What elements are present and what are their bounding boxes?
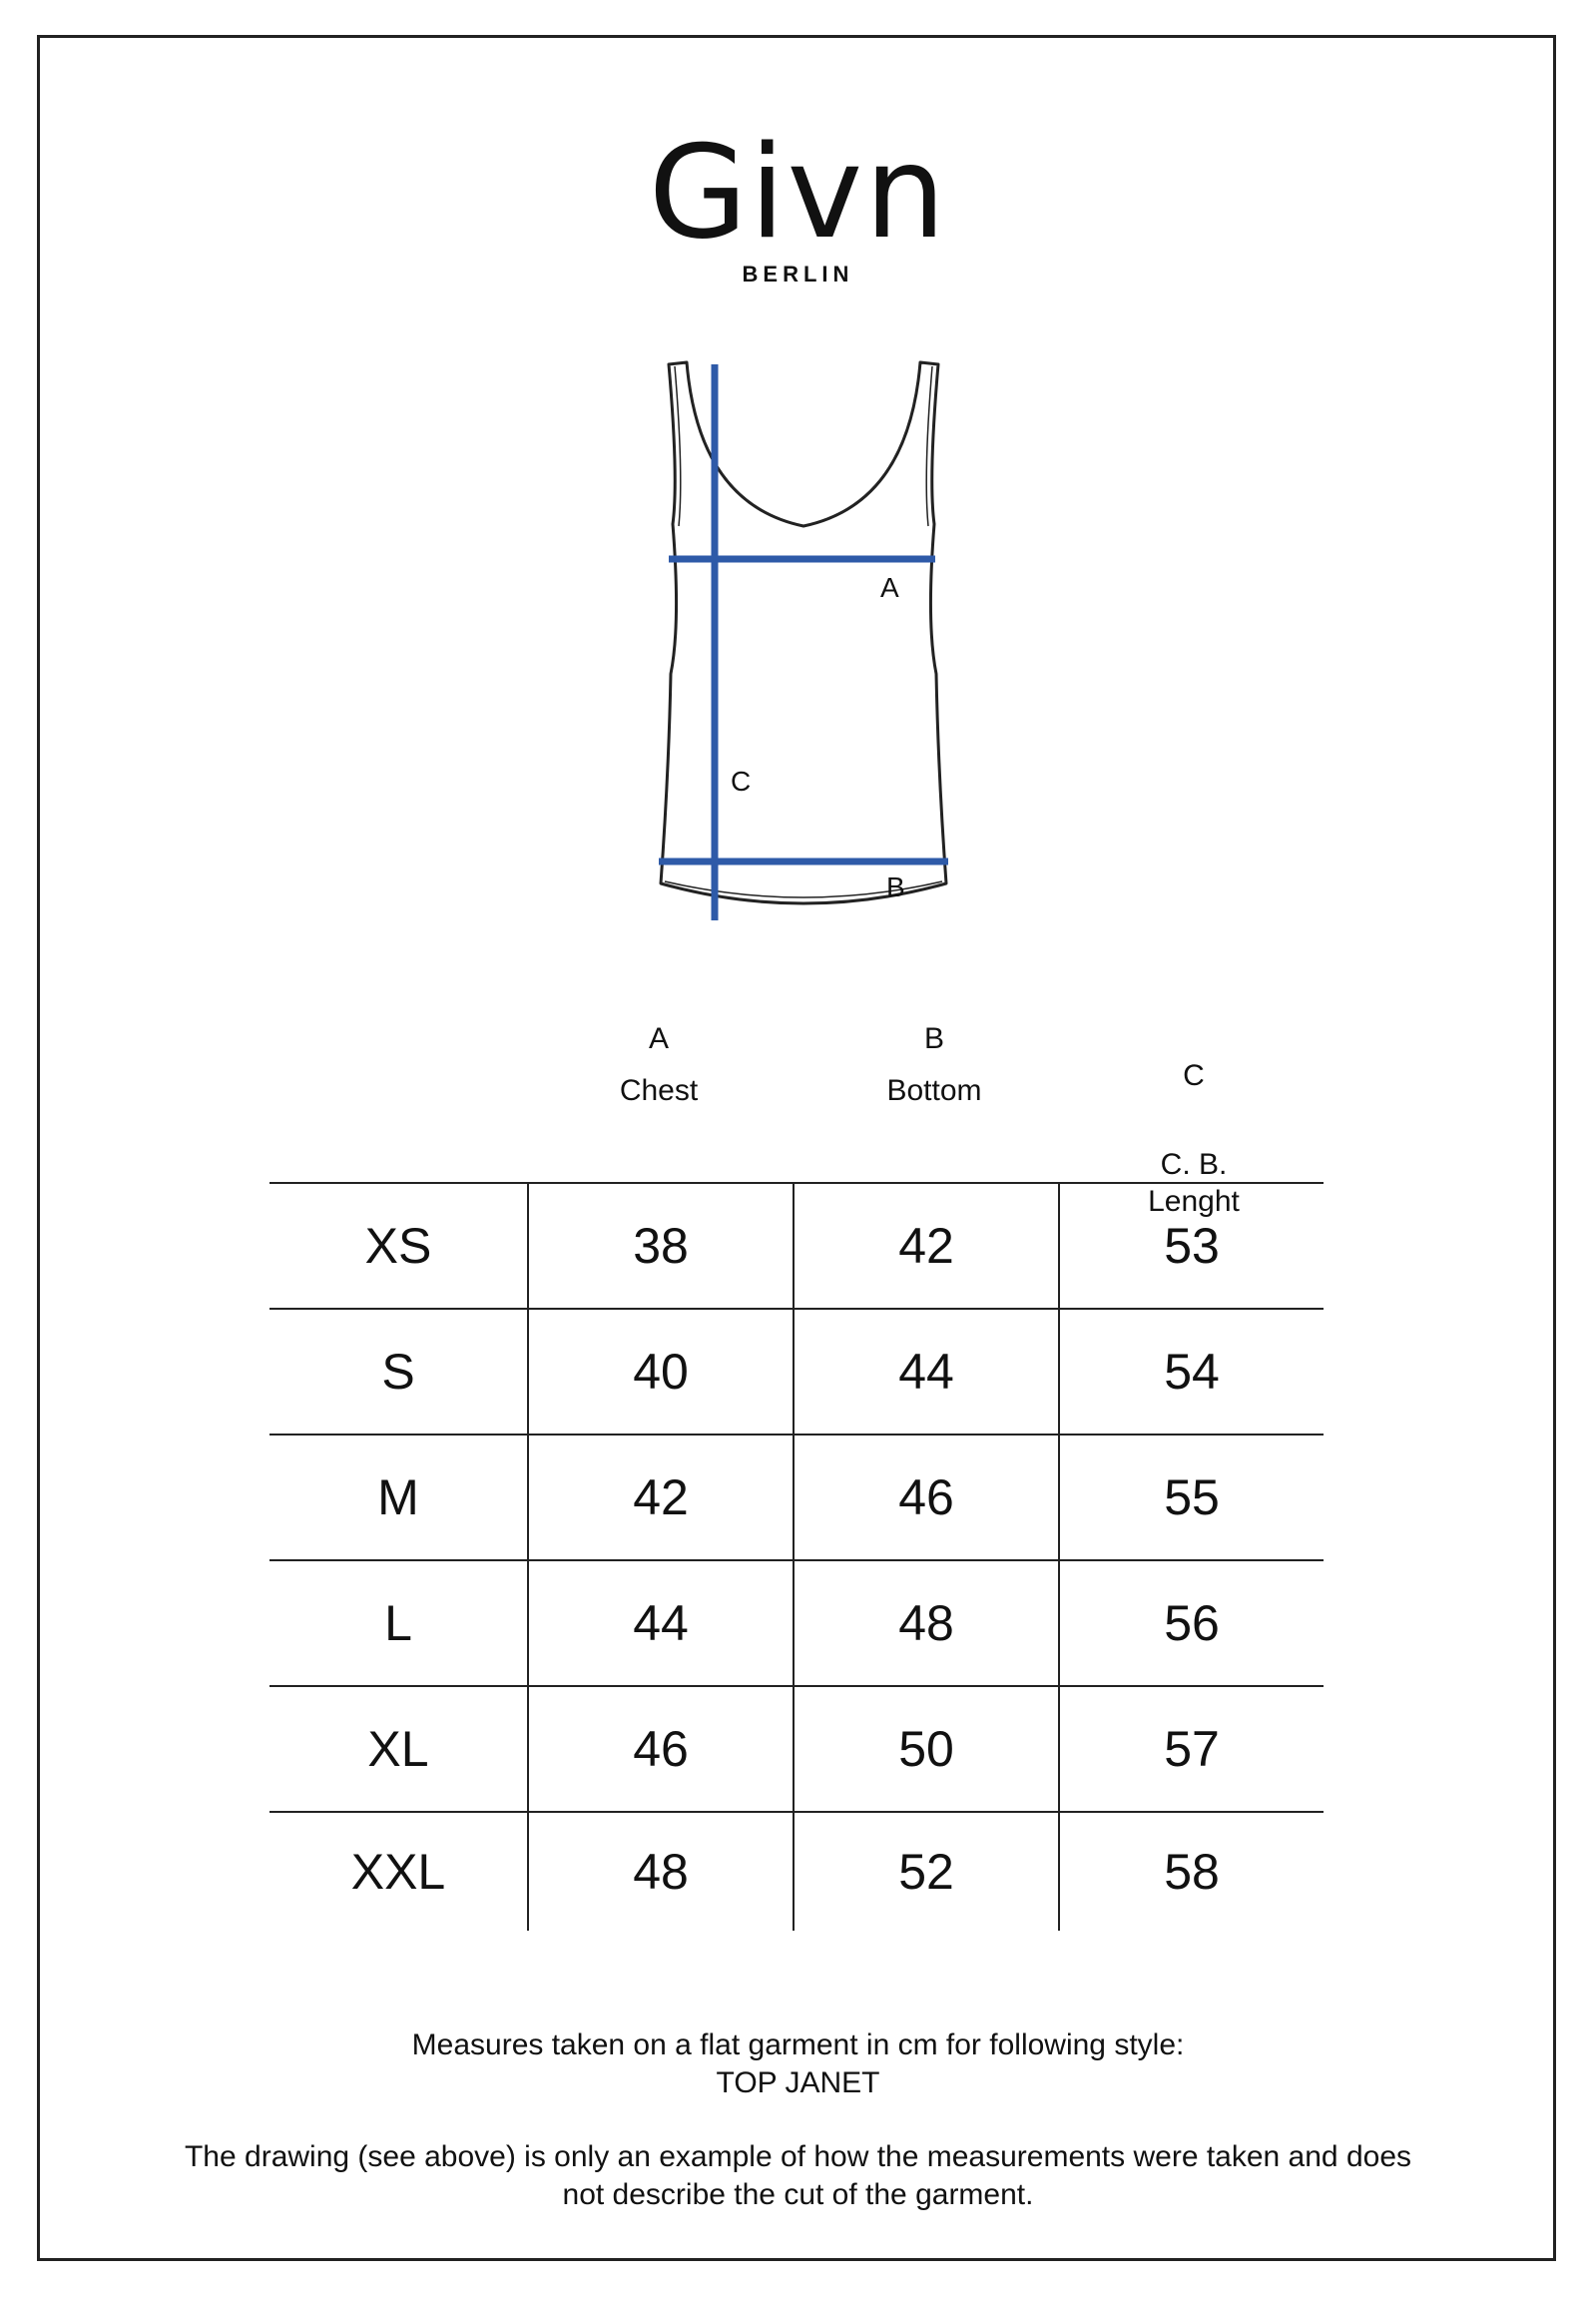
bottom-cell: 52 xyxy=(794,1812,1059,1931)
column-header-b xyxy=(804,1020,1064,1109)
column-name: Bottom xyxy=(886,1074,982,1107)
size-cell: S xyxy=(269,1309,528,1435)
disclaimer-note xyxy=(60,2138,1536,2214)
length-cell: 53 xyxy=(1059,1183,1324,1309)
column-name: Chest xyxy=(619,1074,699,1107)
length-cell: 57 xyxy=(1059,1686,1324,1812)
length-cell: 56 xyxy=(1059,1560,1324,1686)
size-cell: XS xyxy=(269,1183,528,1309)
size-cell: XL xyxy=(269,1686,528,1812)
table-row xyxy=(269,1183,1324,1309)
column-name: C. B. Lenght xyxy=(1148,1148,1240,1218)
chest-cell: 46 xyxy=(528,1686,794,1812)
measures-note xyxy=(60,2026,1536,2102)
measures-note-line: Measures taken on a flat garment in cm for following style: xyxy=(411,2028,1185,2061)
style-name: TOP JANET xyxy=(716,2066,880,2099)
table-row xyxy=(269,1435,1324,1560)
size-cell: L xyxy=(269,1560,528,1686)
length-cell: 58 xyxy=(1059,1812,1324,1931)
length-cell: 54 xyxy=(1059,1309,1324,1435)
size-cell: M xyxy=(269,1435,528,1560)
table-row xyxy=(269,1686,1324,1812)
bottom-cell: 44 xyxy=(794,1309,1059,1435)
table-row xyxy=(269,1309,1324,1435)
column-letter: C xyxy=(1183,1059,1205,1092)
size-cell: XXL xyxy=(269,1812,528,1931)
bottom-cell: 50 xyxy=(794,1686,1059,1812)
chest-cell: 42 xyxy=(528,1435,794,1560)
table-row xyxy=(269,1812,1324,1931)
chest-cell: 38 xyxy=(528,1183,794,1309)
tank-top-measurement-drawing xyxy=(639,354,968,938)
bottom-cell: 42 xyxy=(794,1183,1059,1309)
bottom-cell: 46 xyxy=(794,1435,1059,1560)
label-a: A xyxy=(880,572,899,603)
disclaimer-line: The drawing (see above) is only an example of how the measurements were taken and does xyxy=(184,2140,1412,2173)
bottom-cell: 48 xyxy=(794,1560,1059,1686)
column-letter: B xyxy=(923,1022,944,1055)
chest-cell: 44 xyxy=(528,1560,794,1686)
measurement-lines xyxy=(659,364,948,920)
label-c: C xyxy=(731,766,752,797)
label-b: B xyxy=(886,871,905,902)
column-header-a xyxy=(529,1020,789,1109)
chest-cell: 48 xyxy=(528,1812,794,1931)
brand-logo-name: Givn xyxy=(648,119,948,268)
disclaimer-line: not describe the cut of the garment. xyxy=(562,2178,1034,2211)
column-letter: A xyxy=(648,1022,669,1055)
length-cell: 55 xyxy=(1059,1435,1324,1560)
tank-top-outline xyxy=(661,362,946,903)
size-table xyxy=(269,1182,1324,1931)
brand-logo-location: BERLIN xyxy=(742,262,854,287)
chest-cell: 40 xyxy=(528,1309,794,1435)
table-row xyxy=(269,1560,1324,1686)
